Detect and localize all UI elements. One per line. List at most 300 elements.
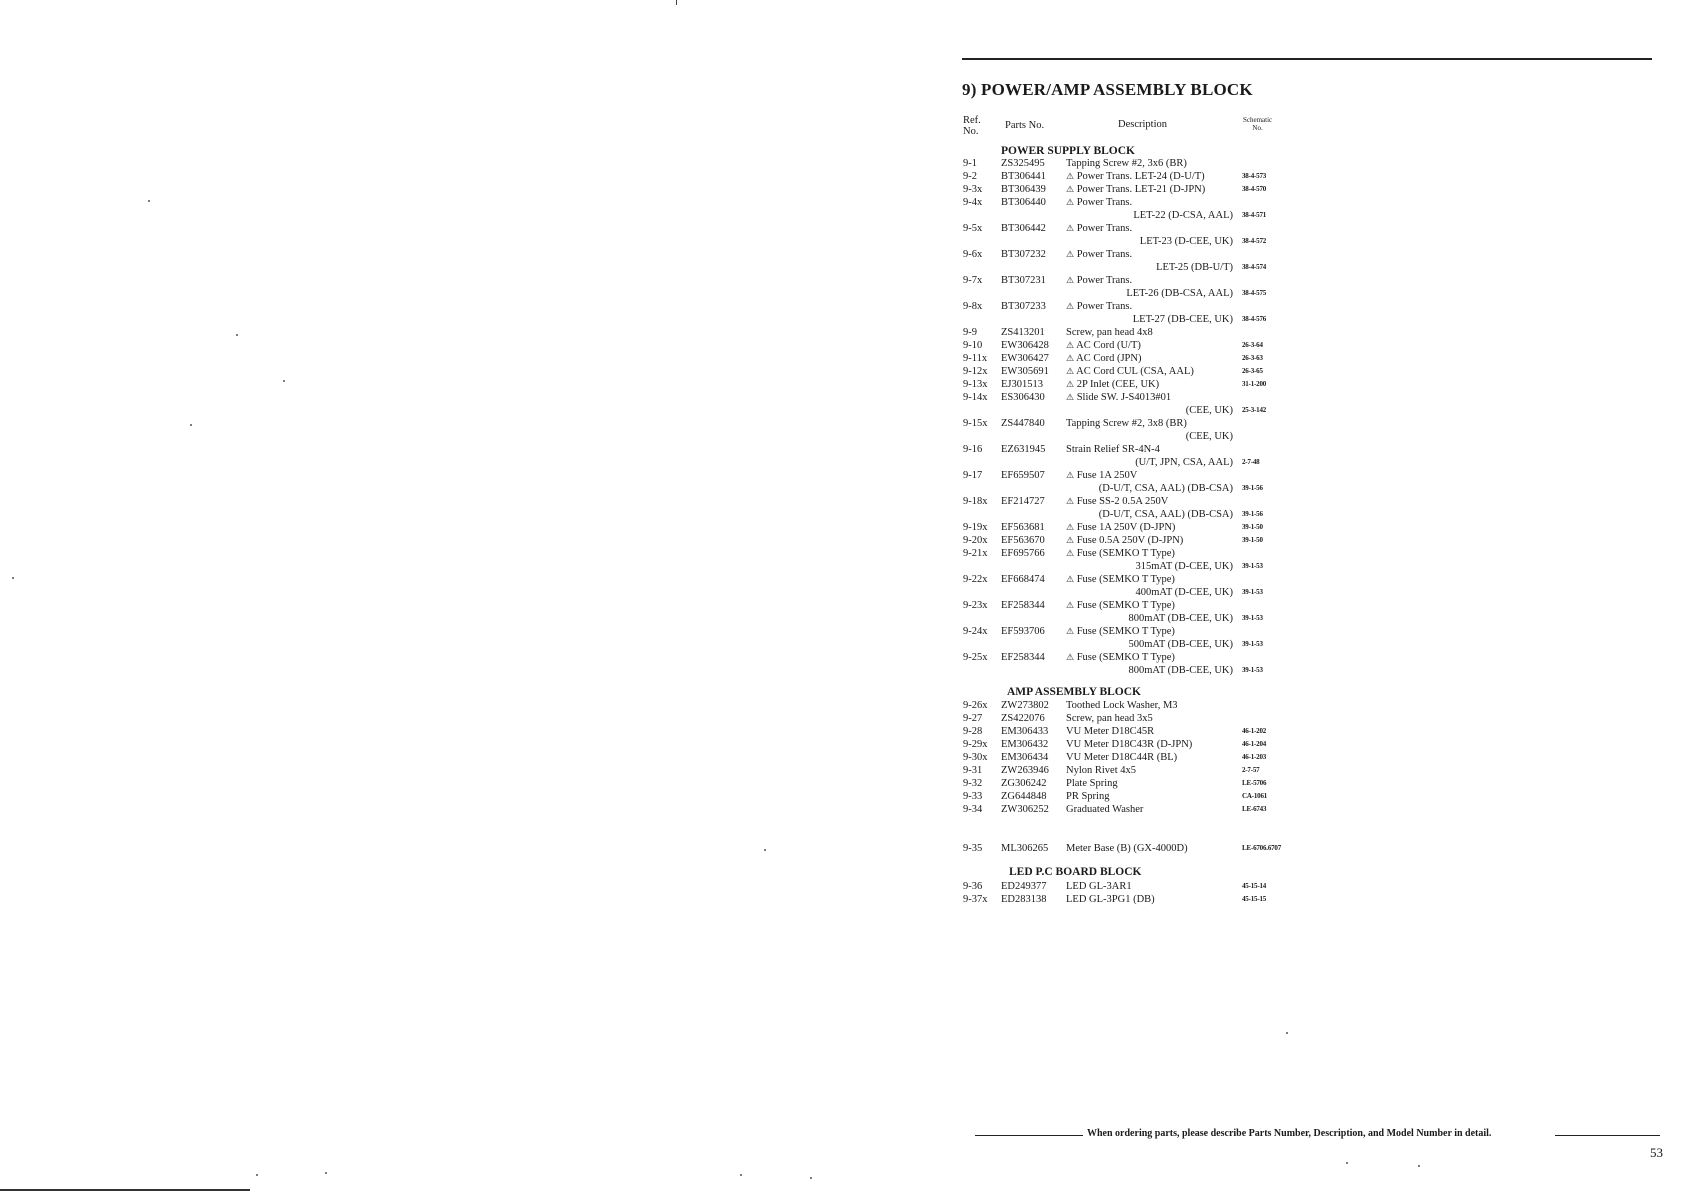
part-description <box>1066 699 1178 712</box>
part-description <box>1066 764 1136 777</box>
part-description-text: Fuse 0.5A 250V (D-JPN) <box>1076 535 1184 546</box>
scan-speck <box>740 1174 742 1176</box>
part-description <box>1066 170 1205 183</box>
scan-speck <box>1418 1165 1420 1167</box>
part-description <box>1066 599 1175 612</box>
parts-row <box>0 326 1683 339</box>
part-description <box>1066 547 1175 560</box>
parts-row <box>0 625 1683 638</box>
part-description <box>1066 534 1183 547</box>
ref-number: 9-15x <box>963 418 988 429</box>
schematic-number: 38-4-575 <box>1242 289 1267 297</box>
ref-number: 9-16 <box>963 444 983 455</box>
warning-triangle-icon: ⚠ <box>1066 600 1075 610</box>
parts-row-continuation <box>0 612 1683 625</box>
ref-number: 9-28 <box>963 726 983 737</box>
part-number: EW306427 <box>1001 353 1049 364</box>
header-ref-line1: Ref. <box>963 115 981 126</box>
parts-row <box>0 777 1683 790</box>
part-description <box>1066 842 1188 855</box>
part-description-text: Tapping Screw #2, 3x6 (BR) <box>1066 158 1187 169</box>
part-description <box>1066 339 1141 352</box>
schematic-number: 39-1-56 <box>1242 510 1263 518</box>
ref-number: 9-3x <box>963 184 983 195</box>
parts-row <box>0 790 1683 803</box>
part-description-text: Power Trans. <box>1076 249 1133 260</box>
part-description <box>1066 495 1168 508</box>
warning-triangle-icon: ⚠ <box>1066 652 1075 662</box>
schematic-number: 26-3-65 <box>1242 367 1263 375</box>
parts-row <box>0 725 1683 738</box>
part-description <box>1066 469 1137 482</box>
part-number: ZW273802 <box>1001 700 1049 711</box>
warning-triangle-icon: ⚠ <box>1066 535 1075 545</box>
header-ref <box>963 115 981 137</box>
schematic-number: 26-3-64 <box>1242 341 1263 349</box>
part-description-text: Power Trans. LET-24 (D-U/T) <box>1076 171 1205 182</box>
part-description-text: Power Trans. <box>1076 275 1133 286</box>
header-schematic-line2: No. <box>1252 124 1263 132</box>
warning-triangle-icon: ⚠ <box>1066 522 1075 532</box>
part-description-text: Nylon Rivet 4x5 <box>1066 765 1136 776</box>
schematic-number: 38-4-573 <box>1242 172 1267 180</box>
parts-row <box>0 803 1683 816</box>
warning-triangle-icon: ⚠ <box>1066 301 1075 311</box>
schematic-number: 38-4-572 <box>1242 237 1267 245</box>
parts-row-continuation <box>0 586 1683 599</box>
part-description-text: Meter Base (B) (GX-4000D) <box>1066 843 1188 854</box>
footer-rule-right <box>1555 1135 1660 1136</box>
part-number: BT306439 <box>1001 184 1046 195</box>
part-description-text: Fuse (SEMKO T Type) <box>1076 652 1175 663</box>
footer-rule-left <box>975 1135 1083 1136</box>
description-continuation: (U/T, JPN, CSA, AAL) <box>1135 457 1233 468</box>
parts-row <box>0 842 1683 855</box>
part-description-text: Fuse (SEMKO T Type) <box>1076 600 1175 611</box>
part-description-text: Strain Relief SR-4N-4 <box>1066 444 1160 455</box>
part-description <box>1066 521 1175 534</box>
description-continuation: 800mAT (DB-CEE, UK) <box>1128 613 1233 624</box>
part-description <box>1066 751 1177 764</box>
parts-row <box>0 378 1683 391</box>
part-number: ED249377 <box>1001 881 1047 892</box>
schematic-number: 39-1-53 <box>1242 640 1263 648</box>
section-amp-assembly: AMP ASSEMBLY BLOCK <box>1007 686 1141 698</box>
page-title: 9) POWER/AMP ASSEMBLY BLOCK <box>962 80 1253 99</box>
scan-speck <box>810 1177 812 1179</box>
parts-row-continuation <box>0 209 1683 222</box>
scan-speck <box>283 380 285 382</box>
ref-number: 9-6x <box>963 249 983 260</box>
warning-triangle-icon: ⚠ <box>1066 392 1075 402</box>
part-description <box>1066 326 1153 339</box>
schematic-number: 39-1-50 <box>1242 536 1263 544</box>
description-continuation: LET-26 (DB-CSA, AAL) <box>1126 288 1233 299</box>
part-number: EM306432 <box>1001 739 1049 750</box>
part-description <box>1066 352 1141 365</box>
description-continuation: LET-25 (DB-U/T) <box>1156 262 1233 273</box>
part-description <box>1066 893 1155 906</box>
warning-triangle-icon: ⚠ <box>1066 223 1075 233</box>
parts-row <box>0 417 1683 430</box>
parts-row <box>0 274 1683 287</box>
ref-number: 9-35 <box>963 843 983 854</box>
ref-number: 9-23x <box>963 600 988 611</box>
parts-row <box>0 352 1683 365</box>
part-description-text: AC Cord CUL (CSA, AAL) <box>1076 366 1194 377</box>
parts-row <box>0 443 1683 456</box>
header-parts-no: Parts No. <box>1005 120 1045 131</box>
part-description-text: Fuse 1A 250V <box>1076 470 1138 481</box>
parts-row <box>0 157 1683 170</box>
edge-tick <box>676 0 677 5</box>
parts-row-continuation <box>0 261 1683 274</box>
part-description <box>1066 157 1187 170</box>
schematic-number: 39-1-50 <box>1242 523 1263 531</box>
part-number: BT306441 <box>1001 171 1046 182</box>
ref-number: 9-26x <box>963 700 988 711</box>
part-description <box>1066 712 1153 725</box>
scan-speck <box>764 849 766 851</box>
parts-row <box>0 222 1683 235</box>
part-number: EM306433 <box>1001 726 1049 737</box>
part-description-text: AC Cord (U/T) <box>1076 340 1141 351</box>
parts-row-continuation <box>0 560 1683 573</box>
schematic-number: 46-1-204 <box>1242 740 1267 748</box>
part-number: ED283138 <box>1001 894 1047 905</box>
warning-triangle-icon: ⚠ <box>1066 470 1075 480</box>
page-number: 53 <box>1650 1145 1663 1160</box>
scan-speck <box>190 424 192 426</box>
parts-row <box>0 599 1683 612</box>
parts-row <box>0 764 1683 777</box>
ref-number: 9-8x <box>963 301 983 312</box>
schematic-number: 38-4-571 <box>1242 211 1267 219</box>
ref-number: 9-9 <box>963 327 977 338</box>
part-description-text: VU Meter D18C44R (BL) <box>1066 752 1178 763</box>
ref-number: 9-12x <box>963 366 988 377</box>
part-number: EF258344 <box>1001 600 1045 611</box>
part-number: EF695766 <box>1001 548 1045 559</box>
part-description <box>1066 248 1132 261</box>
part-description <box>1066 625 1175 638</box>
part-number: BT307231 <box>1001 275 1046 286</box>
parts-row <box>0 170 1683 183</box>
parts-row <box>0 651 1683 664</box>
description-continuation: LET-27 (DB-CEE, UK) <box>1132 314 1233 325</box>
part-description-text: Plate Spring <box>1066 778 1118 789</box>
schematic-number: 45-15-15 <box>1242 895 1267 903</box>
parts-row <box>0 469 1683 482</box>
description-continuation: 400mAT (D-CEE, UK) <box>1135 587 1233 598</box>
part-description-text: 2P Inlet (CEE, UK) <box>1076 379 1160 390</box>
scan-speck <box>12 577 14 579</box>
schematic-number: LE-6743 <box>1242 805 1267 813</box>
part-number: BT307232 <box>1001 249 1046 260</box>
part-number: EF258344 <box>1001 652 1045 663</box>
schematic-number: 2-7-48 <box>1242 458 1260 466</box>
part-description-text: Fuse SS-2 0.5A 250V <box>1076 496 1169 507</box>
scan-speck <box>325 1172 327 1174</box>
schematic-number: 45-15-14 <box>1242 882 1267 890</box>
parts-row <box>0 880 1683 893</box>
schematic-number: 39-1-56 <box>1242 484 1263 492</box>
description-continuation: (D-U/T, CSA, AAL) (DB-CSA) <box>1098 483 1233 494</box>
ref-number: 9-18x <box>963 496 988 507</box>
ref-number: 9-20x <box>963 535 988 546</box>
warning-triangle-icon: ⚠ <box>1066 496 1075 506</box>
part-description-text: Power Trans. <box>1076 223 1133 234</box>
schematic-number: 38-4-576 <box>1242 315 1267 323</box>
header-ref-line2: No. <box>963 126 979 137</box>
part-description-text: Slide SW. J-S4013#01 <box>1076 392 1172 403</box>
warning-triangle-icon: ⚠ <box>1066 184 1075 194</box>
ref-number: 9-31 <box>963 765 983 776</box>
warning-triangle-icon: ⚠ <box>1066 574 1075 584</box>
part-description <box>1066 777 1118 790</box>
description-continuation: (D-U/T, CSA, AAL) (DB-CSA) <box>1098 509 1233 520</box>
warning-triangle-icon: ⚠ <box>1066 353 1075 363</box>
footer-note <box>975 1128 1660 1142</box>
part-number: EF563670 <box>1001 535 1045 546</box>
ref-number: 9-32 <box>963 778 983 789</box>
part-description-text: PR Spring <box>1066 791 1110 802</box>
scan-speck <box>1286 1032 1288 1034</box>
scan-speck <box>1346 1162 1348 1164</box>
part-description <box>1066 183 1205 196</box>
part-number: ES306430 <box>1001 392 1045 403</box>
scan-speck <box>256 1174 258 1176</box>
ref-number: 9-36 <box>963 881 983 892</box>
part-description-text: VU Meter D18C43R (D-JPN) <box>1066 739 1193 750</box>
parts-row-continuation <box>0 508 1683 521</box>
part-description <box>1066 725 1154 738</box>
scan-speck <box>236 334 238 336</box>
part-description <box>1066 196 1132 209</box>
parts-row <box>0 248 1683 261</box>
part-description-text: AC Cord (JPN) <box>1076 353 1142 364</box>
schematic-number: LE-5706 <box>1242 779 1267 787</box>
parts-row-continuation <box>0 638 1683 651</box>
footer-text: When ordering parts, please describe Parts Number, Description, and Model Number in detail. <box>1087 1128 1492 1139</box>
schematic-number: 39-1-53 <box>1242 666 1263 674</box>
parts-row <box>0 573 1683 586</box>
part-description <box>1066 378 1159 391</box>
parts-row <box>0 547 1683 560</box>
parts-row <box>0 699 1683 712</box>
ref-number: 9-13x <box>963 379 988 390</box>
ref-number: 9-21x <box>963 548 988 559</box>
parts-row <box>0 339 1683 352</box>
part-description-text: Toothed Lock Washer, M3 <box>1066 700 1178 711</box>
part-number: EF668474 <box>1001 574 1045 585</box>
ref-number: 9-11x <box>963 353 988 364</box>
part-description-text: Power Trans. <box>1076 197 1133 208</box>
ref-number: 9-14x <box>963 392 988 403</box>
schematic-number: 39-1-53 <box>1242 614 1263 622</box>
part-description <box>1066 651 1175 664</box>
part-description-text: Power Trans. <box>1076 301 1133 312</box>
part-number: EJ301513 <box>1001 379 1043 390</box>
schematic-number: 26-3-63 <box>1242 354 1263 362</box>
parts-row <box>0 300 1683 313</box>
warning-triangle-icon: ⚠ <box>1066 275 1075 285</box>
ref-number: 9-22x <box>963 574 988 585</box>
part-description <box>1066 738 1192 751</box>
warning-triangle-icon: ⚠ <box>1066 340 1075 350</box>
ref-number: 9-19x <box>963 522 988 533</box>
parts-row <box>0 521 1683 534</box>
part-number: EM306434 <box>1001 752 1049 763</box>
ref-number: 9-37x <box>963 894 988 905</box>
schematic-number: 2-7-57 <box>1242 766 1260 774</box>
part-description <box>1066 274 1132 287</box>
part-number: ZS325495 <box>1001 158 1045 169</box>
warning-triangle-icon: ⚠ <box>1066 379 1075 389</box>
ref-number: 9-24x <box>963 626 988 637</box>
part-number: BT306440 <box>1001 197 1046 208</box>
description-continuation: LET-22 (D-CSA, AAL) <box>1133 210 1233 221</box>
part-description-text: LED GL-3AR1 <box>1066 881 1132 892</box>
part-number: EF563681 <box>1001 522 1045 533</box>
parts-row <box>0 365 1683 378</box>
warning-triangle-icon: ⚠ <box>1066 171 1075 181</box>
ref-number: 9-34 <box>963 804 983 815</box>
description-continuation: LET-23 (D-CEE, UK) <box>1139 236 1233 247</box>
part-number: ZW306252 <box>1001 804 1049 815</box>
part-description <box>1066 300 1132 313</box>
part-number: ZS413201 <box>1001 327 1045 338</box>
parts-row <box>0 751 1683 764</box>
ref-number: 9-7x <box>963 275 983 286</box>
parts-row-continuation <box>0 404 1683 417</box>
parts-row-continuation <box>0 313 1683 326</box>
part-description <box>1066 417 1187 430</box>
parts-row-continuation <box>0 430 1683 443</box>
part-number: EF659507 <box>1001 470 1045 481</box>
ref-number: 9-4x <box>963 197 983 208</box>
header-schematic <box>1243 116 1272 132</box>
ref-number: 9-5x <box>963 223 983 234</box>
section-power-supply: POWER SUPPLY BLOCK <box>1001 145 1135 157</box>
parts-row-continuation <box>0 287 1683 300</box>
ref-number: 9-17 <box>963 470 983 481</box>
part-description <box>1066 443 1160 456</box>
part-number: ZS422076 <box>1001 713 1045 724</box>
ref-number: 9-1 <box>963 158 977 169</box>
section-led-board: LED P.C BOARD BLOCK <box>1009 866 1142 878</box>
part-number: ZG306242 <box>1001 778 1047 789</box>
schematic-number: 46-1-203 <box>1242 753 1267 761</box>
parts-row <box>0 196 1683 209</box>
parts-row <box>0 712 1683 725</box>
part-description <box>1066 391 1171 404</box>
warning-triangle-icon: ⚠ <box>1066 626 1075 636</box>
description-continuation: 500mAT (DB-CEE, UK) <box>1128 639 1233 650</box>
part-number: ZW263946 <box>1001 765 1049 776</box>
scan-speck <box>148 200 150 202</box>
part-number: ML306265 <box>1001 843 1049 854</box>
ref-number: 9-33 <box>963 791 983 802</box>
parts-row <box>0 893 1683 906</box>
schematic-number: 38-4-570 <box>1242 185 1267 193</box>
part-description-text: Fuse (SEMKO T Type) <box>1076 548 1175 559</box>
part-number: EW306428 <box>1001 340 1049 351</box>
schematic-number: LE-6706.6707 <box>1242 844 1282 852</box>
schematic-number: CA-1061 <box>1242 792 1268 800</box>
ref-number: 9-29x <box>963 739 988 750</box>
schematic-number: 39-1-53 <box>1242 562 1263 570</box>
part-description-text: VU Meter D18C45R <box>1066 726 1155 737</box>
part-description-text: Power Trans. LET-21 (D-JPN) <box>1076 184 1206 195</box>
part-description-text: Graduated Washer <box>1066 804 1144 815</box>
description-continuation: 315mAT (D-CEE, UK) <box>1135 561 1233 572</box>
schematic-number: 38-4-574 <box>1242 263 1267 271</box>
part-number: ZS447840 <box>1001 418 1045 429</box>
part-number: BT307233 <box>1001 301 1046 312</box>
ref-number: 9-10 <box>963 340 983 351</box>
part-description-text: Screw, pan head 4x8 <box>1066 327 1153 338</box>
schematic-number: 39-1-53 <box>1242 588 1263 596</box>
description-continuation: (CEE, UK) <box>1185 405 1233 416</box>
parts-row-continuation <box>0 664 1683 677</box>
part-description-text: Screw, pan head 3x5 <box>1066 713 1153 724</box>
part-number: EZ631945 <box>1001 444 1046 455</box>
parts-row <box>0 495 1683 508</box>
parts-row <box>0 738 1683 751</box>
part-number: EF214727 <box>1001 496 1045 507</box>
part-description-text: Tapping Screw #2, 3x8 (BR) <box>1066 418 1187 429</box>
ref-number: 9-25x <box>963 652 988 663</box>
part-number: ZG644848 <box>1001 791 1047 802</box>
schematic-number: 25-3-142 <box>1242 406 1267 414</box>
part-description <box>1066 365 1194 378</box>
parts-row <box>0 391 1683 404</box>
parts-row-continuation <box>0 456 1683 469</box>
schematic-number: 31-1-200 <box>1242 380 1267 388</box>
part-description <box>1066 790 1109 803</box>
parts-row-continuation <box>0 482 1683 495</box>
part-description-text: Fuse (SEMKO T Type) <box>1076 626 1175 637</box>
part-description-text: Fuse (SEMKO T Type) <box>1076 574 1175 585</box>
schematic-number: 46-1-202 <box>1242 727 1267 735</box>
part-number: EF593706 <box>1001 626 1045 637</box>
warning-triangle-icon: ⚠ <box>1066 197 1075 207</box>
part-description <box>1066 803 1143 816</box>
parts-row <box>0 534 1683 547</box>
parts-row-continuation <box>0 235 1683 248</box>
warning-triangle-icon: ⚠ <box>1066 548 1075 558</box>
ref-number: 9-27 <box>963 713 983 724</box>
part-description-text: LED GL-3PG1 (DB) <box>1066 894 1155 905</box>
part-number: BT306442 <box>1001 223 1046 234</box>
part-number: EW305691 <box>1001 366 1049 377</box>
warning-triangle-icon: ⚠ <box>1066 249 1075 259</box>
parts-row <box>0 183 1683 196</box>
warning-triangle-icon: ⚠ <box>1066 366 1075 376</box>
part-description <box>1066 222 1132 235</box>
part-description <box>1066 573 1175 586</box>
header-schematic-line1: Schematic <box>1243 116 1273 124</box>
description-continuation: 800mAT (DB-CEE, UK) <box>1128 665 1233 676</box>
ref-number: 9-30x <box>963 752 988 763</box>
description-continuation: (CEE, UK) <box>1185 431 1233 442</box>
part-description-text: Fuse 1A 250V (D-JPN) <box>1076 522 1176 533</box>
top-rule <box>962 58 1652 60</box>
ref-number: 9-2 <box>963 171 977 182</box>
header-description: Description <box>1118 119 1167 130</box>
part-description <box>1066 880 1132 893</box>
